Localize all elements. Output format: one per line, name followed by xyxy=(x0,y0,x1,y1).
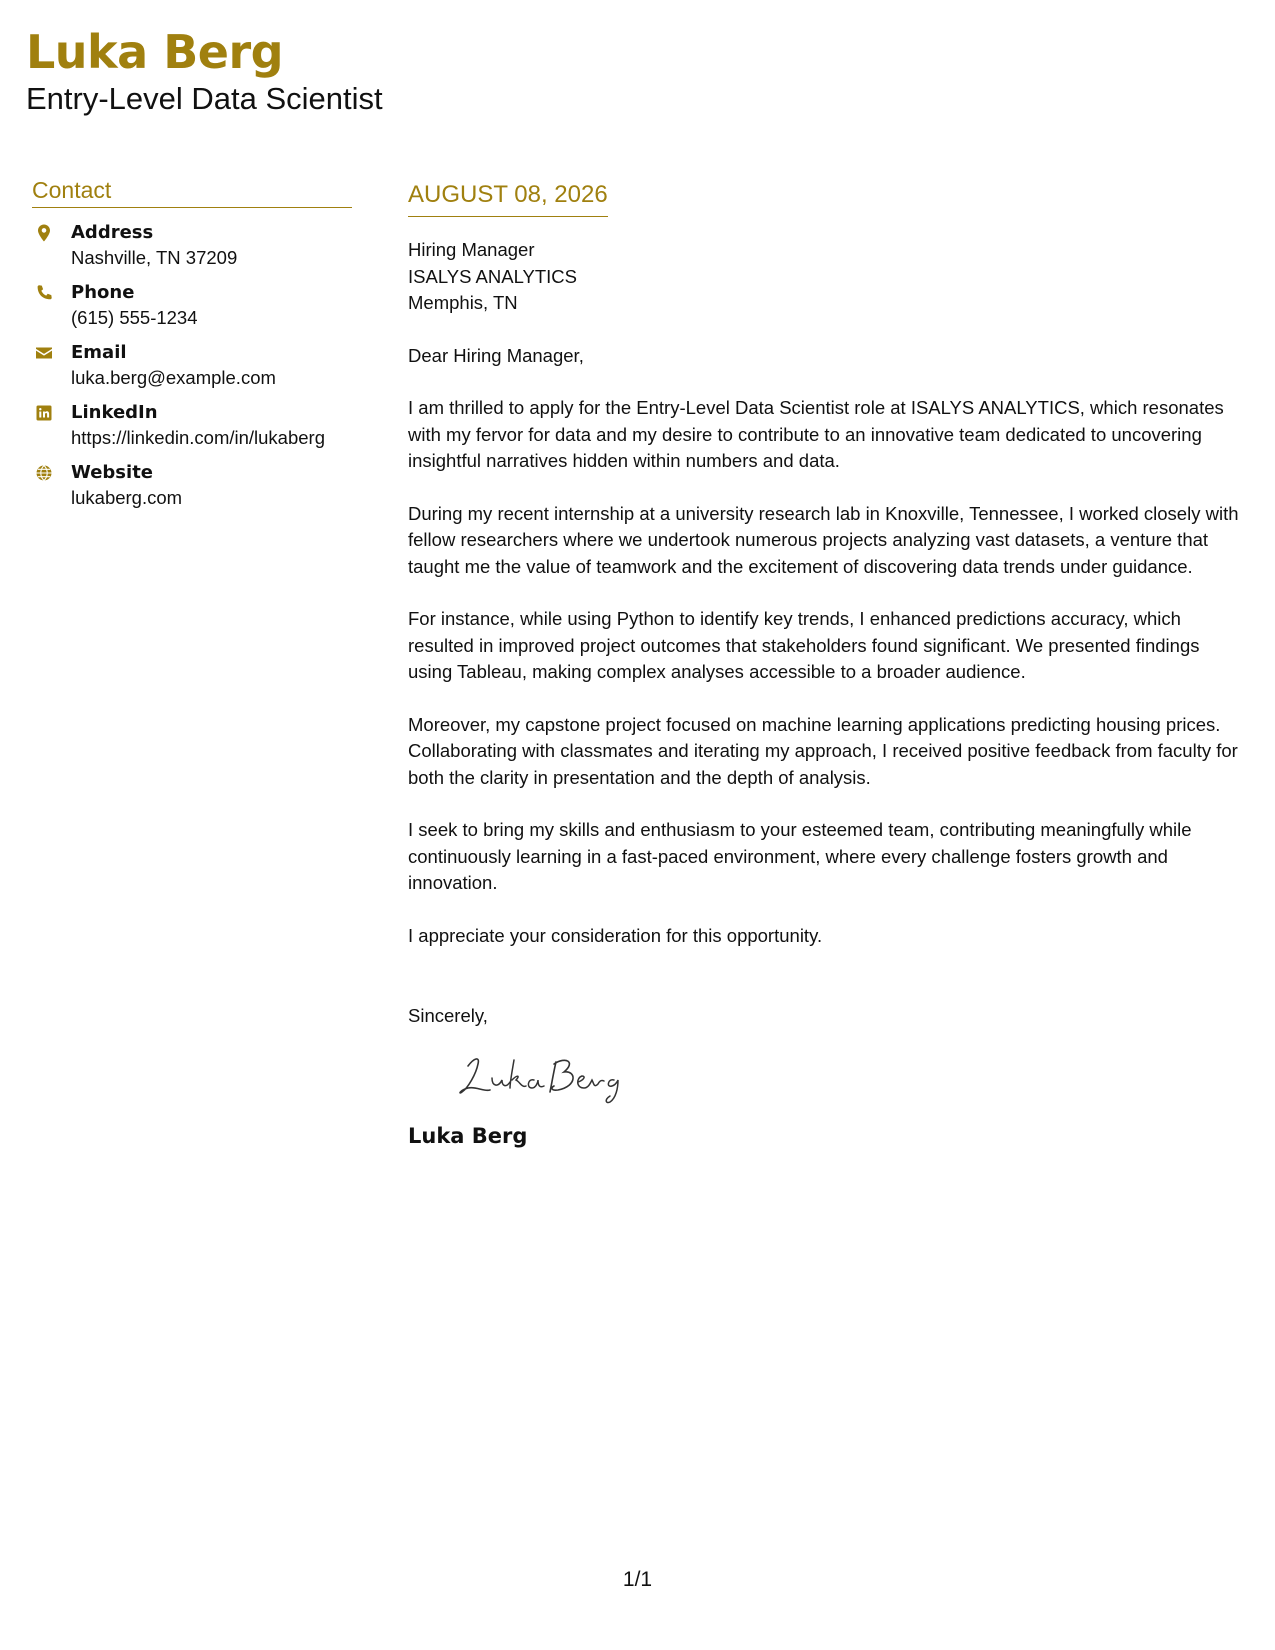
linkedin-value[interactable]: https://linkedin.com/in/lukaberg xyxy=(71,427,325,448)
address-value: Nashville, TN 37209 xyxy=(71,247,238,268)
recipient-block xyxy=(408,237,1248,317)
recipient-name: Hiring Manager xyxy=(408,239,535,260)
contact-heading: Contact xyxy=(32,176,352,208)
contact-label: Address xyxy=(71,222,154,243)
signer-name: Luka Berg xyxy=(408,1123,528,1148)
recipient-company: ISALYS ANALYTICS xyxy=(408,265,577,287)
paragraph-1: I am thrilled to apply for the Entry-Level Data Scientist role at ISALYS ANALYTICS, which resonates with my fervor for data and my desire to contribute to an innovative team dedicated to uncovering insightful narratives hidden within numbers and data. xyxy=(408,397,1224,471)
letter-date: AUGUST 08, 2026 xyxy=(408,180,608,217)
paragraph-4: Moreover, my capstone project focused on machine learning applications predicting housing prices. Collaborating with classmates and iterating my approach, I received positive feedback from faculty for both the clarity in presentation and the depth of analysis. xyxy=(408,713,1238,788)
globe-icon xyxy=(34,463,54,483)
contact-address xyxy=(32,220,352,270)
contact-label: Email xyxy=(71,342,127,363)
paragraph-2: During my recent internship at a university research lab in Knoxville, Tennessee, I worked closely with fellow researchers where we undertook numerous projects analyzing vast datasets, a venture that taught me the value of teamwork and the excitement of discovering data trends under guidance. xyxy=(408,502,1239,577)
contact-phone xyxy=(32,280,352,330)
applicant-title: Entry-Level Data Scientist xyxy=(26,81,383,116)
letter-body xyxy=(408,180,1248,1150)
location-pin-icon xyxy=(34,223,54,243)
letter-header xyxy=(26,24,383,118)
applicant-name: Luka Berg xyxy=(26,25,284,79)
contact-label: Website xyxy=(71,462,154,483)
linkedin-icon xyxy=(34,403,54,423)
contact-sidebar xyxy=(32,176,352,520)
paragraph-6: I appreciate your consideration for this opportunity. xyxy=(408,924,823,946)
recipient-location: Memphis, TN xyxy=(408,292,518,313)
phone-value: (615) 555-1234 xyxy=(71,307,198,328)
salutation: Dear Hiring Manager, xyxy=(408,344,584,366)
closing: Sincerely, xyxy=(408,1005,488,1026)
page-number: 1/1 xyxy=(622,1568,653,1591)
paragraph-5: I seek to bring my skills and enthusiasm to your esteemed team, contributing meaningfully while continuously learning in a fast-paced environment, where every challenge fosters growth and innovation. xyxy=(408,819,1192,893)
contact-email xyxy=(32,340,352,390)
email-value[interactable]: luka.berg@example.com xyxy=(71,367,276,388)
paragraph-3: For instance, while using Python to identify key trends, I enhanced predictions accuracy, which resulted in improved project outcomes that stakeholders found significant. We presented findings using Tableau, making complex analyses accessible to a broader audience. xyxy=(408,608,1200,682)
contact-label: LinkedIn xyxy=(71,402,158,423)
contact-label: Phone xyxy=(71,282,135,303)
envelope-icon xyxy=(34,343,54,363)
website-value[interactable]: lukaberg.com xyxy=(71,487,183,508)
contact-linkedin xyxy=(32,400,352,450)
contact-website xyxy=(32,460,352,510)
handwritten-signature xyxy=(454,1048,1248,1108)
phone-icon xyxy=(34,283,54,303)
